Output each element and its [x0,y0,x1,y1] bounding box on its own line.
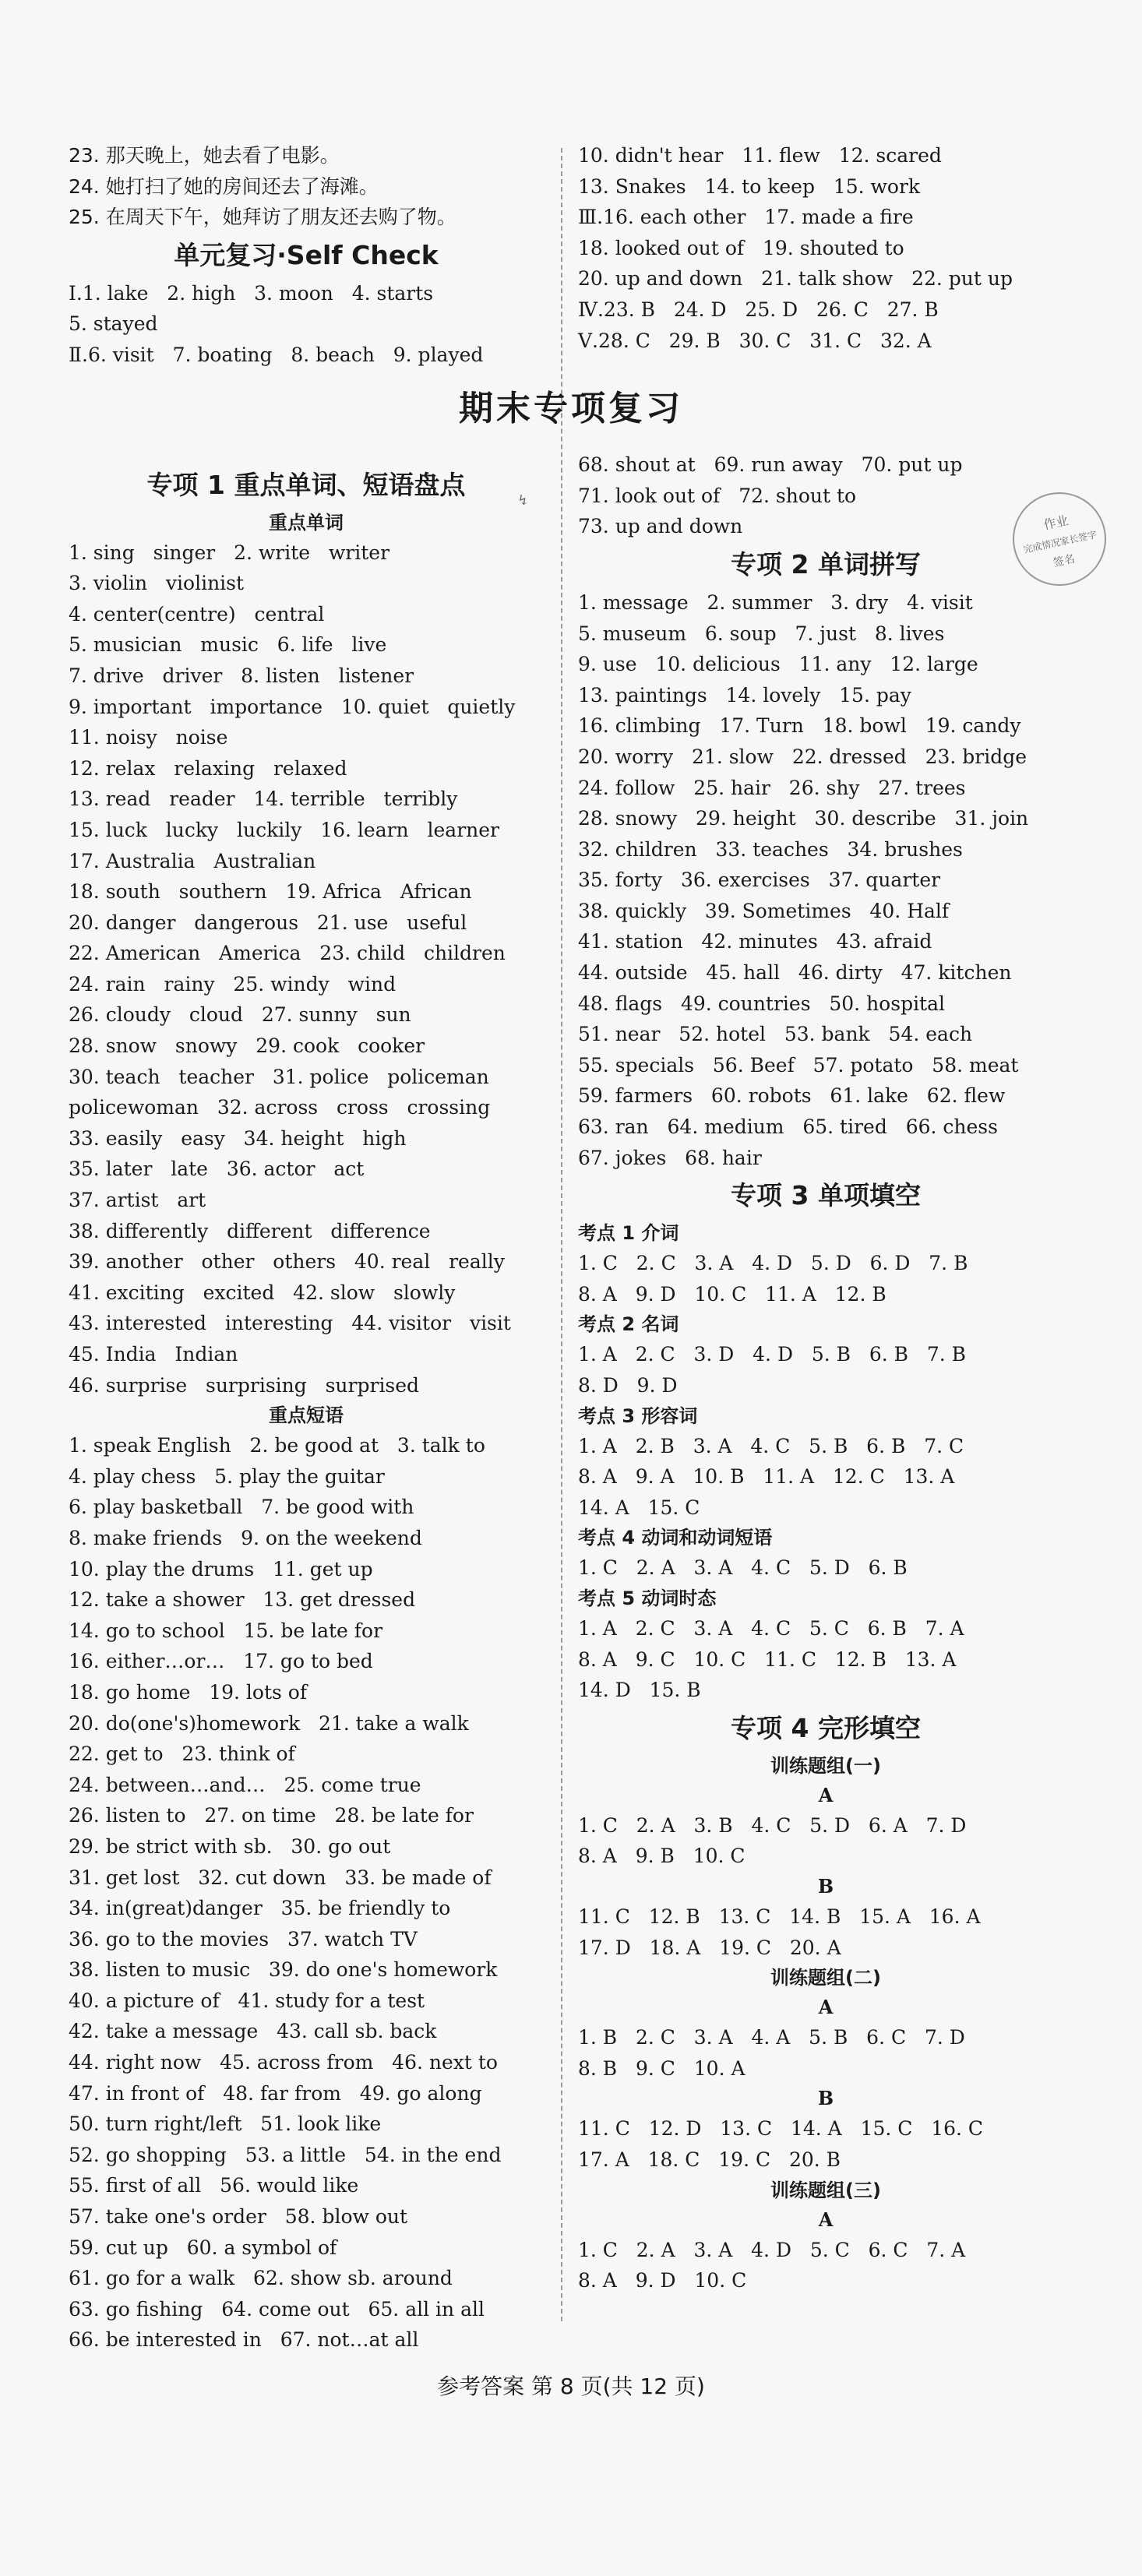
choice-line: 8. A 9. C 10. C 11. C 12. B 13. A [578,1647,957,1671]
phrase-line: 71. look out of 72. shout to [578,484,857,507]
word-line: 45. India Indian [69,1343,238,1366]
cloze-line: 17. A 18. C 19. C 20. B [578,2148,841,2171]
word-line: 4. center(centre) central [69,602,325,625]
group-title: 训练题组(一) [770,1754,881,1777]
word-line: 13. read reader 14. terrible terribly [69,788,458,811]
section4-title: 专项 4 完形填空 [731,1712,921,1743]
choice-line: 8. D 9. D [578,1374,678,1397]
word-line: 46. surprise surprising surprised [69,1373,420,1397]
spelling-line: 41. station 42. minutes 43. afraid [578,930,932,953]
phrase-line: 18. go home 19. lots of [69,1680,308,1704]
unit-review-line: 13. Snakes 14. to keep 15. work [578,174,921,198]
spelling-line: 24. follow 25. hair 26. shy 27. trees [578,776,966,799]
part-letter: B [817,2087,834,2110]
point-title: 考点 4 动词和动词短语 [578,1527,773,1549]
part-letter: A [818,1996,834,2019]
word-line: 9. important importance 10. quiet quietly [69,695,516,718]
right-column [578,140,1073,2296]
spelling-line: 9. use 10. delicious 11. any 12. large [578,653,978,676]
phrase-line: 47. in front of 48. far from 49. go along [69,2081,482,2105]
point-title: 考点 5 动词时态 [578,1587,717,1609]
unit-review-line: Ⅲ.16. each other 17. made a fire [578,206,914,229]
point-title: 考点 2 名词 [578,1313,679,1336]
word-line: 18. south southern 19. Africa African [69,880,472,904]
choice-line: 8. A 9. A 10. B 11. A 12. C 13. A [578,1465,955,1489]
word-line: 26. cloudy cloud 27. sunny sun [69,1003,411,1027]
word-line: 39. another other others 40. real really [69,1250,505,1274]
spelling-line: 1. message 2. summer 3. dry 4. visit [578,590,973,614]
word-line: 28. snow snowy 29. cook cooker [69,1034,425,1058]
phrase-line: 34. in(great)danger 35. be friendly to [69,1897,451,1920]
phrase-line: 26. listen to 27. on time 28. be late for [69,1804,474,1827]
phrase-line: 57. take one's order 58. blow out [69,2205,408,2229]
phrase-line: 42. take a message 43. call sb. back [69,2020,437,2043]
group-title: 训练题组(二) [770,1967,881,1989]
main-title: 期末专项复习 [459,389,683,428]
phrase-line: 59. cut up 60. a symbol of [69,2236,337,2259]
stamp-sign: 签名 [1052,552,1077,570]
stamp-note: 完成情况家长签字 [1022,529,1098,555]
phrase-line: 63. go fishing 64. come out 65. all in all [69,2297,485,2321]
phrase-line: 6. play basketball 7. be good with [69,1496,414,1519]
spelling-line: 63. ran 64. medium 65. tired 66. chess [578,1115,998,1139]
phrase-line: 1. speak English 2. be good at 3. talk to [69,1434,485,1457]
cloze-line: 8. B 9. C 10. A [578,2056,745,2080]
phrase-line: 66. be interested in 67. not…at all [69,2328,419,2352]
spelling-line: 35. forty 36. exercises 37. quarter [578,869,941,892]
phrase-line: 52. go shopping 53. a little 54. in the end [69,2143,502,2166]
word-line: 12. relax relaxing relaxed [69,756,347,780]
unit-review-line: 5. stayed [69,312,158,336]
phrase-line: 68. shout at 69. run away 70. put up [578,453,963,477]
spelling-line: 59. farmers 60. robots 61. lake 62. flew [578,1084,1006,1108]
choice-line: 14. A 15. C [578,1496,700,1519]
word-line: 35. later late 36. actor act [69,1158,365,1181]
phrase-line: 16. either…or… 17. go to bed [69,1650,373,1673]
unit-review-line: Ⅱ.6. visit 7. boating 8. beach 9. played [69,343,484,366]
spelling-line: 51. near 52. hotel 53. bank 54. each [578,1023,973,1046]
point-title: 考点 3 形容词 [578,1404,698,1427]
word-line: 24. rain rainy 25. windy wind [69,972,397,996]
section2-title: 专项 2 单词拼写 [731,548,921,580]
choice-line: 1. A 2. B 3. A 4. C 5. B 6. B 7. C [578,1434,964,1457]
choice-line: 14. D 15. B [578,1679,701,1702]
word-line: 20. danger dangerous 21. use useful [69,911,467,934]
column-divider [561,148,562,2321]
phrase-line: 40. a picture of 41. study for a test [69,1989,425,2012]
word-line: 43. interested interesting 44. visitor visit [69,1312,511,1335]
cloze-line: 8. A 9. D 10. C [578,2269,747,2292]
phrase-line: 12. take a shower 13. get dressed [69,1588,416,1612]
section1-title: 专项 1 重点单词、短语盘点 [146,469,466,500]
unit-review-line: Ⅳ.23. B 24. D 25. D 26. C 27. B [578,298,939,321]
cloze-line: 1. C 2. A 3. B 4. C 5. D 6. A 7. D [578,1813,967,1837]
word-line: policewoman 32. across cross crossing [69,1096,491,1119]
unit-review-line: Ⅰ.1. lake 2. high 3. moon 4. starts [69,281,434,305]
phrases-subtitle: 重点短语 [269,1404,344,1427]
word-line: 38. differently different difference [69,1219,431,1242]
part-letter: A [818,2208,834,2231]
word-line: 11. noisy noise [69,726,228,749]
spelling-line: 38. quickly 39. Sometimes 40. Half [578,899,950,922]
cloze-line: 17. D 18. A 19. C 20. A [578,1936,841,1959]
spelling-line: 48. flags 49. countries 50. hospital [578,992,946,1015]
word-line: 1. sing singer 2. write writer [69,541,390,564]
word-line: 30. teach teacher 31. police policeman [69,1065,489,1088]
word-line: 41. exciting excited 42. slow slowly [69,1281,456,1304]
phrase-line: 36. go to the movies 37. watch TV [69,1927,418,1951]
translation-line: 25. 在周天下午，她拜访了朋友还去购了物。 [69,206,456,229]
phrase-line: 10. play the drums 11. get up [69,1557,373,1580]
translation-line: 23. 那天晚上，她去看了电影。 [69,144,340,167]
phrase-line: 38. listen to music 39. do one's homework [69,1958,498,1982]
choice-line: 1. A 2. C 3. A 4. C 5. C 6. B 7. A [578,1616,964,1640]
phrase-line: 44. right now 45. across from 46. next to [69,2051,498,2074]
phrase-line: 55. first of all 56. would like [69,2174,359,2197]
word-line: 33. easily easy 34. height high [69,1126,407,1150]
spelling-line: 32. children 33. teaches 34. brushes [578,837,963,861]
part-letter: B [817,1874,834,1898]
section3-title: 专项 3 单项填空 [731,1180,921,1211]
choice-line: 1. C 2. C 3. A 4. D 5. D 6. D 7. B [578,1252,968,1275]
phrase-line: 8. make friends 9. on the weekend [69,1526,422,1549]
word-line: 15. luck lucky luckily 16. learn learner [69,818,499,841]
phrase-line: 20. do(one's)homework 21. take a walk [69,1711,469,1735]
choice-line: 8. A 9. D 10. C 11. A 12. B [578,1282,886,1306]
spelling-line: 16. climbing 17. Turn 18. bowl 19. candy [578,714,1021,738]
cloze-line: 11. C 12. B 13. C 14. B 15. A 16. A [578,1905,981,1928]
unit-review-line: 10. didn't hear 11. flew 12. scared [578,144,942,167]
spelling-line: 55. specials 56. Beef 57. potato 58. meat [578,1053,1019,1077]
cloze-line: 1. B 2. C 3. A 4. A 5. B 6. C 7. D [578,2026,965,2049]
left-column [69,140,544,2356]
pen-mark: ↯ [517,492,530,509]
phrase-line: 29. be strict with sb. 30. go out [69,1834,391,1858]
phrase-line: 4. play chess 5. play the guitar [69,1464,385,1488]
phrase-line: 50. turn right/left 51. look like [69,2113,382,2136]
group-title: 训练题组(三) [770,2179,881,2201]
choice-line: 1. C 2. A 3. A 4. C 5. D 6. B [578,1556,908,1580]
word-line: 37. artist art [69,1189,206,1212]
words-subtitle: 重点单词 [269,511,344,534]
unit-review-title: 单元复习·Self Check [174,239,439,270]
page-footer: 参考答案 第 8 页(共 12 页) [437,2373,705,2399]
part-letter: A [818,1783,834,1806]
spelling-line: 44. outside 45. hall 46. dirty 47. kitchen [578,961,1012,985]
spelling-line: 28. snowy 29. height 30. describe 31. join [578,807,1029,830]
phrase-line: 61. go for a walk 62. show sb. around [69,2267,453,2290]
unit-review-line: Ⅴ.28. C 29. B 30. C 31. C 32. A [578,329,932,352]
spelling-line: 5. museum 6. soup 7. just 8. lives [578,622,945,645]
unit-review-line: 20. up and down 21. talk show 22. put up [578,267,1013,291]
point-title: 考点 1 介词 [578,1222,679,1245]
phrase-line: 24. between…and… 25. come true [69,1773,421,1796]
word-line: 22. American America 23. child children [69,942,506,965]
phrase-line: 31. get lost 32. cut down 33. be made of [69,1866,492,1889]
cloze-line: 11. C 12. D 13. C 14. A 15. C 16. C [578,2117,984,2141]
unit-review-line: 18. looked out of 19. shouted to [578,236,904,259]
word-line: 3. violin violinist [69,572,245,595]
word-line: 7. drive driver 8. listen listener [69,664,414,687]
stamp-title: 作业 [1042,513,1070,533]
phrase-line: 22. get to 23. think of [69,1743,295,1766]
spelling-line: 20. worry 21. slow 22. dressed 23. bridge [578,745,1027,768]
phrase-line: 73. up and down [578,515,743,538]
spelling-line: 13. paintings 14. lovely 15. pay [578,683,911,707]
choice-line: 1. A 2. C 3. D 4. D 5. B 6. B 7. B [578,1343,967,1366]
phrase-line: 14. go to school 15. be late for [69,1619,383,1642]
spelling-line: 67. jokes 68. hair [578,1146,762,1169]
translation-line: 24. 她打扫了她的房间还去了海滩。 [69,174,379,198]
word-line: 5. musician music 6. life live [69,633,387,657]
cloze-line: 1. C 2. A 3. A 4. D 5. C 6. C 7. A [578,2238,966,2261]
word-line: 17. Australia Australian [69,849,316,872]
cloze-line: 8. A 9. B 10. C [578,1845,745,1868]
